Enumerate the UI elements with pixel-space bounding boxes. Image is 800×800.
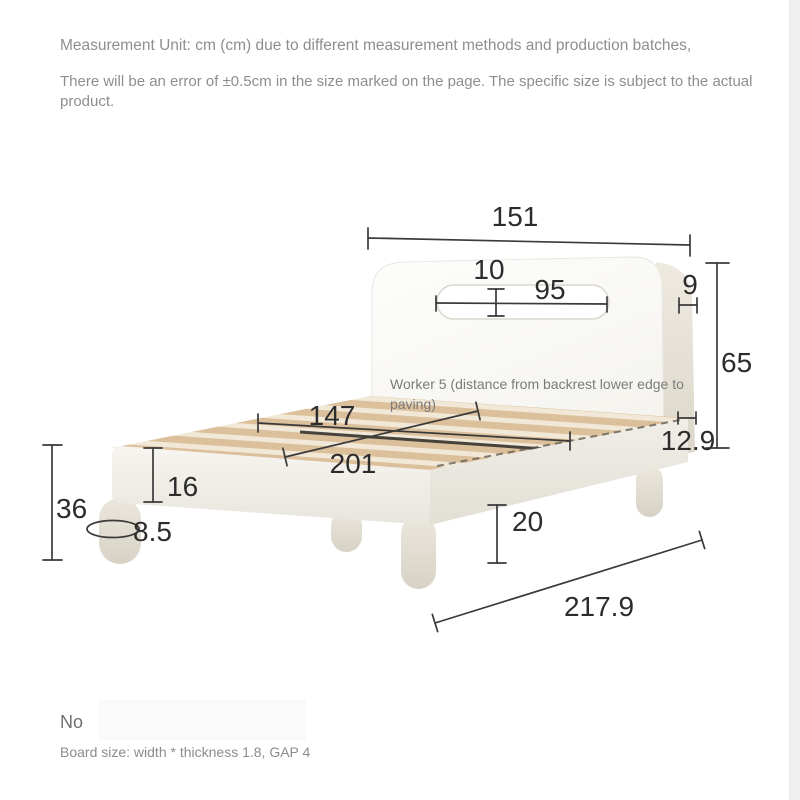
dim-overall-length <box>432 531 704 631</box>
tolerance-note: There will be an error of ±0.5cm in the size marked on the page. The specific size is subject to the actual product. <box>60 73 753 110</box>
dim-leg-clearance <box>488 505 543 563</box>
dim-label-217-9: 217.9 <box>563 591 635 622</box>
page-edge-strip <box>789 0 800 800</box>
dim-label-65: 65 <box>721 347 753 378</box>
dim-label-36: 36 <box>56 493 88 524</box>
dim-label-147: 147 <box>308 400 356 431</box>
dim-label-201: 201 <box>329 448 377 479</box>
dim-label-16: 16 <box>167 471 199 502</box>
dim-headboard-height <box>706 263 752 448</box>
backrest-distance-note: Worker 5 (distance from backrest lower edge to paving) <box>390 376 684 412</box>
footer-title: No <box>60 712 84 732</box>
dim-label-12-9: 12.9 <box>660 425 716 456</box>
board-size-note: Board size: width * thickness 1.8, GAP 4 <box>60 744 311 760</box>
measurement-unit-note: Measurement Unit: cm (cm) due to different measurement methods and production batches, <box>60 37 692 54</box>
headboard-slot <box>437 285 609 319</box>
leg-front-corner <box>401 516 436 589</box>
dim-headboard-width <box>368 201 690 256</box>
dim-floor-to-rail <box>43 445 87 560</box>
dim-label-8-5: 8.5 <box>133 516 172 547</box>
dim-label-10: 10 <box>473 254 505 285</box>
dim-label-151: 151 <box>491 201 539 232</box>
dim-label-9: 9 <box>682 269 698 300</box>
dim-label-95: 95 <box>534 274 566 305</box>
dim-label-20: 20 <box>512 506 544 537</box>
